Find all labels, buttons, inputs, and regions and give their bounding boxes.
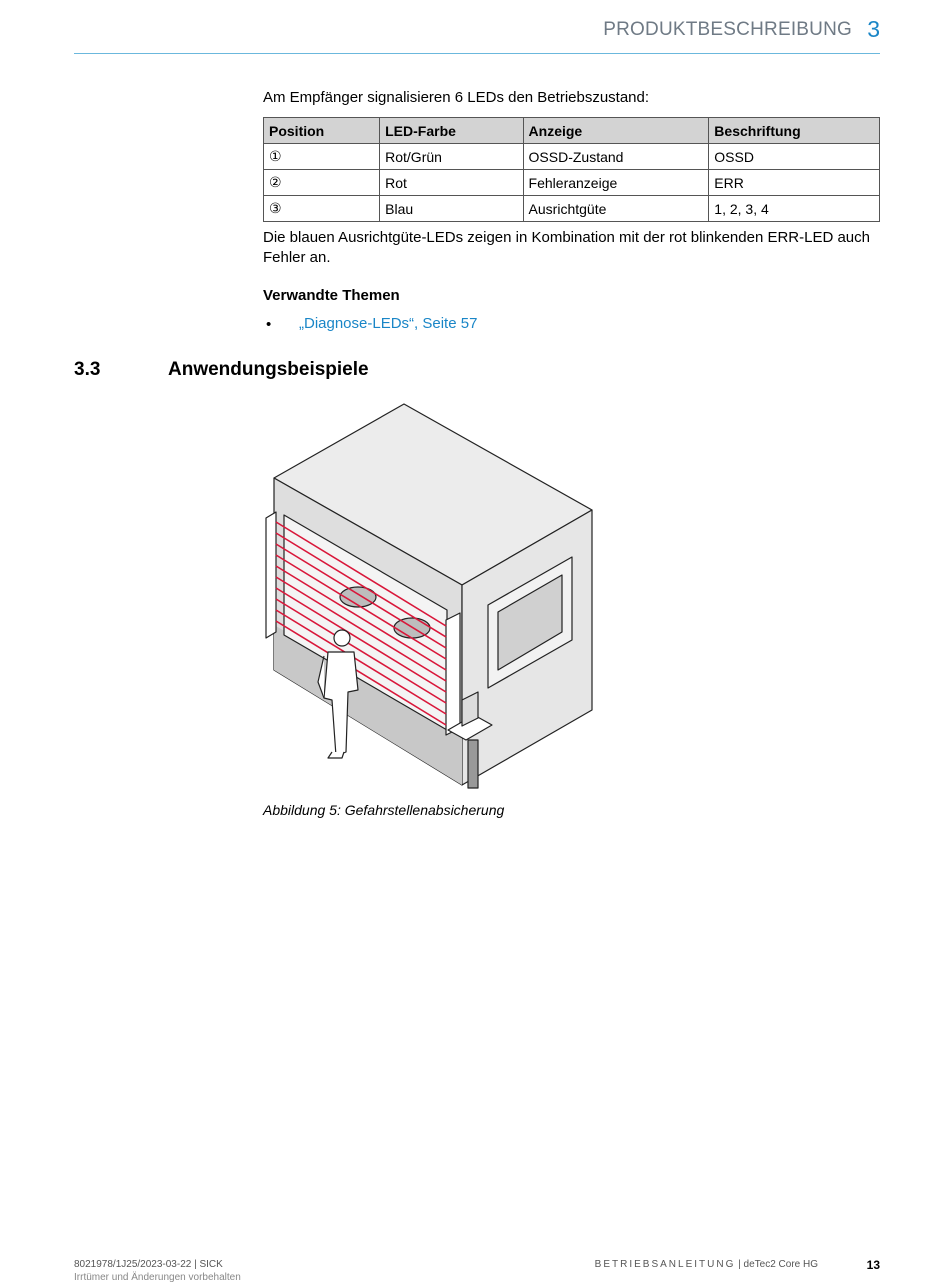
chapter-title: PRODUKTBESCHREIBUNG	[603, 19, 852, 40]
col-header-display: Anzeige	[523, 118, 709, 144]
intro-text: Am Empfänger signalisieren 6 LEDs den Betriebszustand:	[263, 89, 650, 106]
footer-disclaimer: Irrtümer und Änderungen vorbehalten	[74, 1272, 241, 1283]
col-header-label: Beschriftung	[709, 118, 880, 144]
footer-document-info	[595, 1259, 818, 1270]
cell-display: OSSD-Zustand	[523, 144, 709, 170]
section-number: 3.3	[74, 359, 101, 380]
col-header-led-color: LED-Farbe	[380, 118, 523, 144]
footer-separator: |	[735, 1259, 744, 1270]
chapter-number: 3	[867, 16, 880, 42]
related-link-diagnose-leds[interactable]: „Diagnose-LEDs“, Seite 57	[299, 315, 478, 332]
cell-label: ERR	[709, 170, 880, 196]
bullet-dot: •	[266, 316, 272, 333]
table-row	[264, 170, 880, 196]
col-header-position: Position	[264, 118, 380, 144]
footer-document-id: 8021978/1J25/2023-03-22 | SICK	[74, 1259, 223, 1270]
cell-position: ③	[264, 196, 380, 222]
control-post	[468, 740, 478, 788]
light-curtain-sender	[266, 512, 276, 638]
figure-caption: Abbildung 5: Gefahrstellenabsicherung	[263, 802, 505, 818]
footer-page-number: 13	[866, 1258, 880, 1272]
table-row	[264, 144, 880, 170]
cell-led-color: Rot/Grün	[380, 144, 523, 170]
footer-product: deTec2 Core HG	[743, 1259, 818, 1270]
led-table	[263, 117, 880, 222]
cell-label: 1, 2, 3, 4	[709, 196, 880, 222]
section-title: Anwendungsbeispiele	[168, 359, 369, 380]
cell-display: Fehleranzeige	[523, 170, 709, 196]
table-row	[264, 196, 880, 222]
hazard-point-protection-illustration	[262, 400, 602, 792]
footer-doc-type: BETRIEBSANLEITUNG	[594, 1259, 736, 1270]
cell-display: Ausrichtgüte	[523, 196, 709, 222]
note-text: Die blauen Ausrichtgüte-LEDs zeigen in Kombination mit der rot blinkenden ERR-LED auch Fehler an.	[263, 229, 870, 266]
cell-led-color: Blau	[380, 196, 523, 222]
cell-position: ①	[264, 144, 380, 170]
cell-label: OSSD	[709, 144, 880, 170]
cell-position: ②	[264, 170, 380, 196]
related-topics-heading: Verwandte Themen	[263, 287, 400, 304]
cell-led-color: Rot	[380, 170, 523, 196]
light-curtain-receiver	[446, 613, 460, 735]
header-divider	[74, 53, 880, 54]
table-header-row	[264, 118, 880, 144]
